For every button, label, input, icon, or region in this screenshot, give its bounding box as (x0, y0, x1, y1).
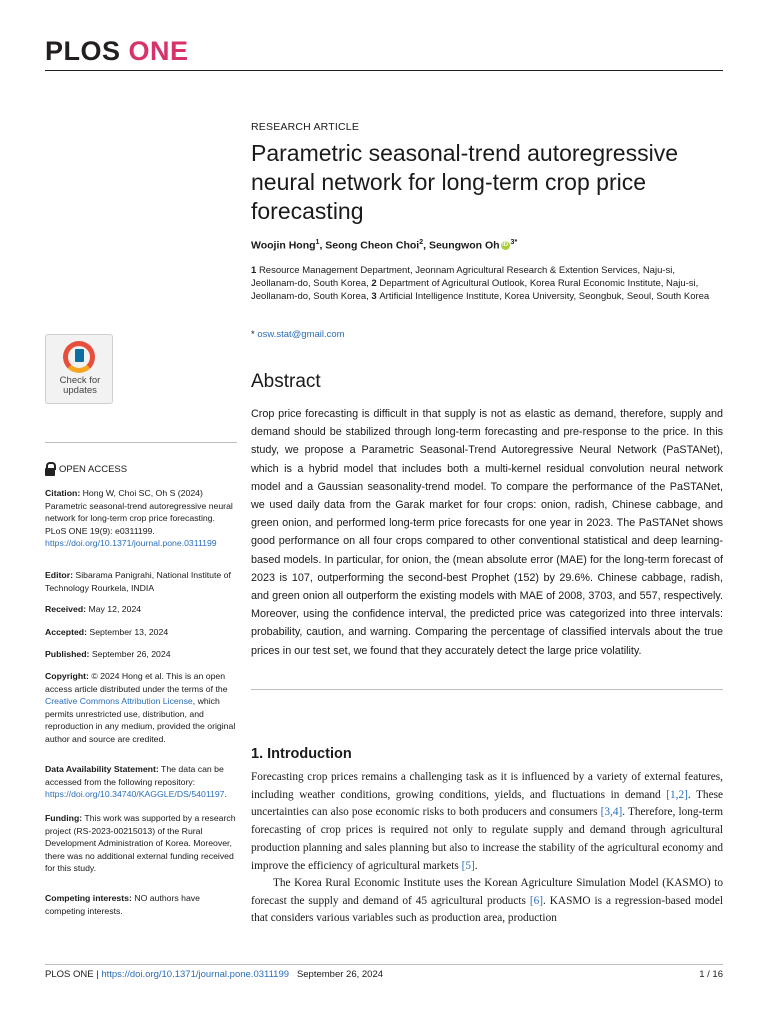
open-access-label (45, 462, 127, 476)
editor-text: Sibarama Panigrahi, National Institute of Technology Rourkela, INDIA (45, 570, 231, 593)
author-separator: , (319, 239, 326, 252)
data-availability-block (45, 763, 237, 801)
citation-ref-link[interactable]: [1,2] (666, 788, 688, 801)
editor-label: Editor: (45, 570, 73, 580)
author-affil-sup: 1 (315, 239, 320, 246)
journal-logo (45, 36, 189, 67)
author-affil-sup: 3* (510, 239, 518, 246)
footer-separator: | (93, 969, 102, 980)
data-availability-label: Data Availability Statement: (45, 764, 159, 774)
citation-ref-link[interactable]: [3,4] (600, 806, 623, 819)
published-block (45, 648, 237, 661)
logo-plos: PLOS (45, 36, 121, 66)
competing-text: NO authors have competing interests. (45, 893, 200, 916)
footer-doi-link[interactable]: https://doi.org/10.1371/journal.pone.0311199 (101, 969, 290, 980)
funding-label: Funding: (45, 813, 83, 823)
badge-line2: updates (63, 385, 97, 396)
affil-num: 1 (251, 265, 257, 276)
footer-date: September 26, 2024 (296, 969, 384, 980)
author-name[interactable]: Seungwon Oh (428, 239, 500, 252)
affil-num: 3 (371, 291, 377, 302)
copyright-block (45, 670, 237, 746)
badge-line1: Check for (59, 375, 101, 386)
author-name[interactable]: Woojin Hong (251, 239, 316, 252)
affil-text: Resource Management Department, Jeonnam Agricultural Research & Extention Services, Naju-si, Jeollanam-do, South Korea, (251, 265, 676, 289)
article-type: RESEARCH ARTICLE (251, 121, 360, 133)
author-name[interactable]: Seong Cheon Choi (325, 239, 420, 252)
accepted-label: Accepted: (45, 627, 87, 637)
open-access-text: OPEN ACCESS (59, 463, 128, 475)
orcid-icon[interactable]: iD (502, 242, 509, 249)
page-footer (45, 969, 383, 980)
copyright-text-end: , which permits unrestricted use, distribution, and reproduction in any medium, provided the original author and source are credited. (45, 696, 236, 744)
header-divider (45, 70, 723, 71)
citation-doi-link[interactable]: https://doi.org/10.1371/journal.pone.0311199 (45, 538, 217, 549)
intro-paragraph-2 (251, 875, 723, 928)
footer-journal: PLOS ONE (45, 969, 94, 980)
author-affil-sup: 2 (419, 239, 424, 246)
intro-text: . Therefore, long-term forecasting of crop prices is required not only to regulate supply and demand through agricultural production planning and sales planning but also to increase the stability of the agricultural economy and improve the efficiency of agricultural markets (251, 806, 723, 872)
data-availability-text: The data can be accessed from the following repository: (45, 764, 224, 787)
affiliations (251, 264, 721, 303)
intro-text: Forecasting crop prices remains a challenging task as it is influenced by a variety of external features, including weather conditions, growing conditions, yields, and fluctuations in demand (251, 771, 723, 801)
footer-divider (45, 964, 723, 965)
section-heading-introduction: 1. Introduction (251, 746, 352, 762)
intro-text: . KASMO is a regression-based model that considers various variables such as production area, production (251, 894, 723, 925)
corresponding-author (251, 329, 345, 340)
citation-ref-link[interactable]: [6] (529, 894, 543, 907)
copyright-text: © 2024 Hong et al. This is an open access article distributed under the terms of the (45, 671, 228, 694)
author-list (251, 239, 517, 252)
competing-interests-block (45, 892, 237, 917)
funding-block (45, 812, 237, 875)
data-repository-link[interactable]: https://doi.org/10.34740/KAGGLE/DS/5401197 (45, 789, 225, 800)
received-block (45, 603, 237, 616)
corr-mark: * (251, 329, 255, 340)
received-label: Received: (45, 604, 87, 614)
funding-text: This work was supported by a research project (RS-2023-00215013) of the Rural Development Administration of Korea. Moreover, there was no additional external funding received for this study. (45, 813, 236, 874)
abstract-heading: Abstract (251, 371, 321, 392)
affil-num: 2 (371, 278, 377, 289)
abstract-divider (251, 689, 723, 690)
published-label: Published: (45, 649, 90, 659)
page-number: 1 / 16 (699, 969, 723, 980)
affil-text: Artificial Intelligence Institute, Korea University, Seongbuk, Seoul, South Korea (379, 291, 710, 302)
citation-text: Hong W, Choi SC, Oh S (2024) Parametric seasonal-trend autoregressive neural network for long-term crop price forecasting. PLoS ONE 19(9): e0311199. (45, 488, 233, 536)
badge-label (46, 376, 114, 396)
intro-text: The Korea Rural Economic Institute uses the Korean Agriculture Simulation Model (KASMO) to forecast the supply and demand of 45 agricultural products (251, 877, 723, 907)
received-date: May 12, 2024 (88, 604, 142, 614)
intro-paragraph-1 (251, 769, 723, 875)
sidebar-divider (45, 442, 237, 443)
corr-email-link[interactable]: osw.stat@gmail.com (257, 329, 345, 340)
citation-block (45, 487, 237, 550)
open-lock-icon (45, 462, 55, 476)
article-title: Parametric seasonal-trend autoregressive neural network for long-term crop price forecasting (251, 140, 678, 224)
editor-block (45, 569, 237, 594)
check-for-updates-badge[interactable] (45, 334, 113, 404)
author-separator: , (423, 239, 429, 252)
data-availability-end: . (224, 789, 227, 800)
bookmark-icon (75, 349, 84, 362)
copyright-label: Copyright: (45, 671, 89, 681)
published-date: September 26, 2024 (91, 649, 171, 659)
intro-text: . These uncertainties can also pose economic risks to both producers and consumers (251, 788, 724, 819)
accepted-block (45, 626, 237, 639)
abstract-text: Crop price forecasting is difficult in that supply is not as elastic as demand, therefore, supply and demand should be stabilized through long-term forecasting and pre-response to the price. In this study, we propose a Parametric Seasonal-Trend Autoregressive Neural Network (PaSTANet), which is a hybrid model that includes both a multi-kernel residual convolution neural network model and a Gaussian seasonality-trend model. To compare the performance of the PaSTANet, we used daily data from the Garak market for four crops: onion, radish, Chinese cabbage, and green onion, and performed long-term price forecasts for one year in 2023. The PaSTANet shows good performance on all four crops compared to other conventional statistical and deep learning-based models. In particular, for onion, the (mean absolute error (MAE) for the long-term forecast of 2023 is 107, outperforming the second-best Prophet (152) by 29.6%. Chinese cabbage, radish, and green onion all outperform the existing models with MAE of 2008, 3703, and 557, respectively. Moreover, using the confidence interval, the predicted price was categorized into three intervals: probability, caution, and warning. Comparing the percentage of classified intervals about the true prices in our test set, we found that they accurately detect the large price volatility. (251, 408, 723, 657)
citation-label: Citation: (45, 488, 81, 498)
competing-label: Competing interests: (45, 893, 132, 903)
intro-text: . (474, 859, 478, 872)
accepted-date: September 13, 2024 (89, 627, 169, 637)
license-link[interactable]: Creative Commons Attribution License (45, 696, 193, 707)
logo-one: ONE (128, 36, 189, 66)
affil-text: Department of Agricultural Outlook, Korea Rural Economic Institute, Naju-si, Jeollanam-do, South Korea, (251, 278, 699, 302)
citation-ref-link[interactable]: [5] (461, 859, 475, 872)
